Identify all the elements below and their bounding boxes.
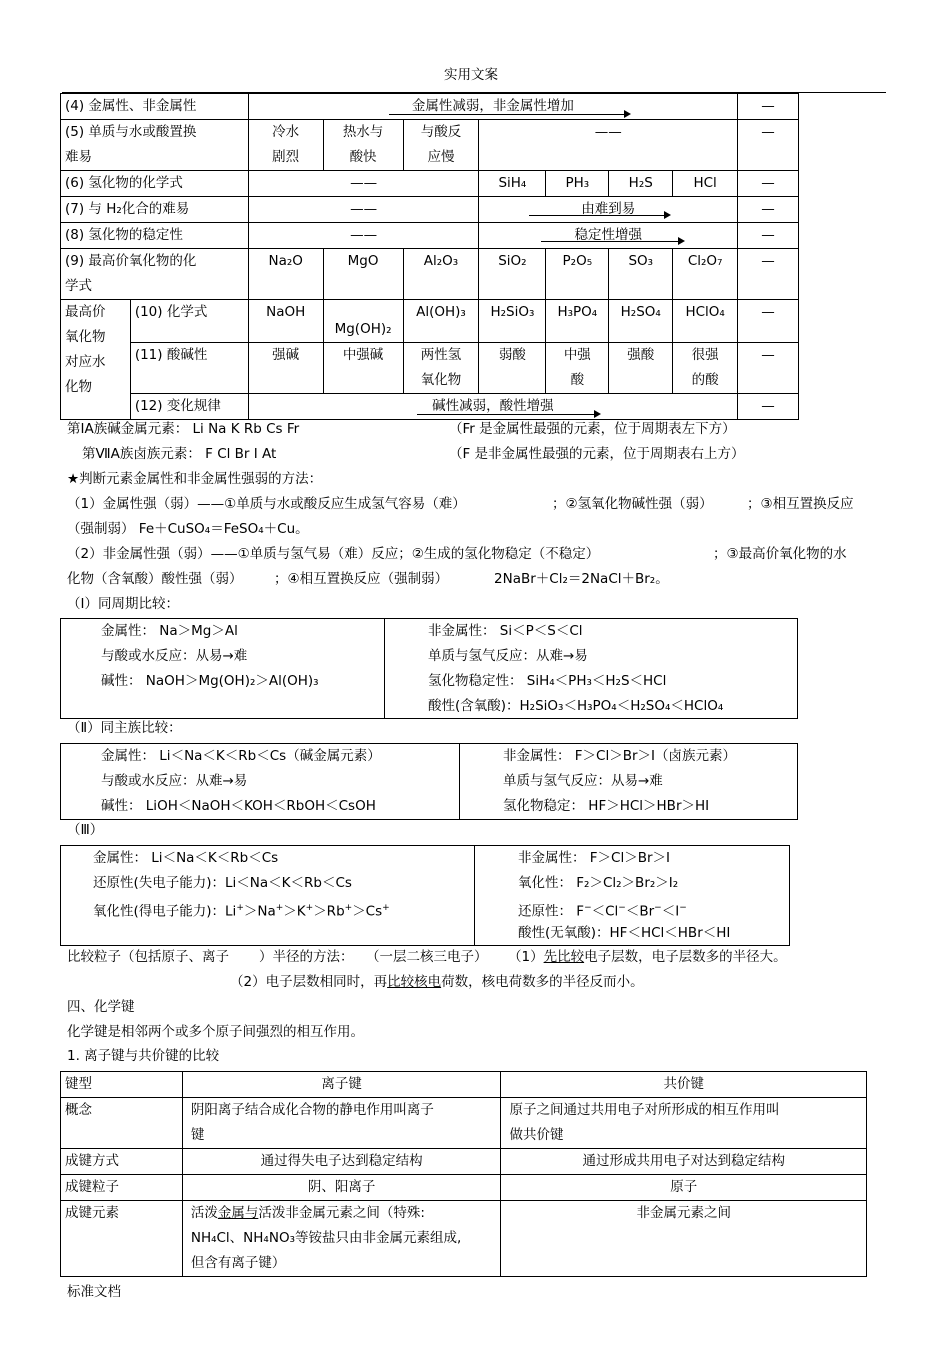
cell: Mg(OH)₂ bbox=[323, 300, 403, 343]
cell-line: 氧化物 bbox=[420, 372, 462, 388]
row-label: 成键元素 bbox=[61, 1201, 183, 1277]
cell-line: 冷水 bbox=[272, 124, 300, 140]
cell-line bbox=[191, 1201, 497, 1226]
table-row bbox=[61, 120, 799, 171]
hydrogen-reaction: 单质与氢气反应：从难→易 bbox=[428, 648, 588, 664]
group-line: 对应水 bbox=[65, 354, 106, 370]
cell-line: 很强 bbox=[691, 347, 719, 363]
cell: 通过得失电子达到稳定结构 bbox=[182, 1149, 501, 1175]
ion-reducing-power bbox=[518, 896, 730, 921]
row-label: (10) 化学式 bbox=[130, 300, 248, 343]
row-end: — bbox=[738, 343, 799, 394]
hydrogen-reaction: 单质与氢气反应：从易→难 bbox=[503, 773, 663, 789]
text-part: ＞K bbox=[283, 903, 306, 920]
charge: + bbox=[344, 903, 353, 913]
cell: 非金属元素之间 bbox=[501, 1201, 867, 1277]
group-line: 最高价 bbox=[65, 304, 106, 320]
radius-b: ）半径的方法： bbox=[259, 949, 354, 965]
trend-cell bbox=[479, 223, 738, 249]
nonmetal-trend: 非金属性： F＞Cl＞Br＞I bbox=[518, 850, 671, 866]
text-part: ＜Br bbox=[625, 903, 655, 920]
cell bbox=[546, 343, 609, 394]
cell: HCl bbox=[673, 171, 738, 197]
charge: − bbox=[584, 903, 592, 913]
base-strength: 碱性： LiOH＜NaOH＜KOH＜RbOH＜CsOH bbox=[101, 798, 376, 814]
method-1b: ；②氢氧化物碱性强（弱） bbox=[552, 496, 713, 512]
text-part: 还原性： F bbox=[518, 903, 585, 920]
cell: H₂S bbox=[609, 171, 673, 197]
method-1d: （强制弱） Fe＋CuSO₄＝FeSO₄＋Cu。 bbox=[67, 521, 309, 537]
method-2c: 化物（含氧酸）酸性强（弱） bbox=[67, 571, 243, 587]
trend-arrow-icon bbox=[541, 241, 679, 242]
charge: − bbox=[679, 903, 687, 913]
cell bbox=[323, 120, 403, 171]
row-label: 成键方式 bbox=[61, 1149, 183, 1175]
cell: NaOH bbox=[248, 300, 323, 343]
text-part: （2）电子层数相同时，再 bbox=[230, 974, 388, 990]
row-label: 成键粒子 bbox=[61, 1175, 183, 1201]
alkali-line: 第ⅠA族碱金属元素： Li Na K Rb Cs Fr bbox=[67, 421, 300, 437]
text-part: ＞Rb bbox=[313, 903, 345, 920]
metal-trend: 金属性： Na＞Mg＞Al bbox=[101, 623, 238, 639]
table-row bbox=[61, 343, 799, 394]
page-header: 实用文案 bbox=[444, 67, 498, 83]
text-part: （1） bbox=[508, 949, 544, 965]
row-end: — bbox=[738, 394, 799, 420]
trend-text: 碱性减弱，酸性增强 bbox=[432, 398, 554, 414]
metal-trend: 金属性： Li＜Na＜K＜Rb＜Cs（碱金属元素） bbox=[101, 748, 381, 764]
cell bbox=[403, 120, 479, 171]
text-part: ＞Na bbox=[243, 903, 276, 920]
cell: PH₃ bbox=[546, 171, 609, 197]
cell-line: 酸 bbox=[570, 372, 585, 388]
table-row bbox=[61, 1201, 867, 1277]
redox-compare-box bbox=[60, 845, 790, 946]
underlined-text: 金属与 bbox=[217, 1205, 259, 1221]
periodic-trend-table bbox=[60, 93, 799, 420]
charge: − bbox=[618, 903, 626, 913]
text-part: 氧化性(得电子能力)：Li bbox=[93, 903, 237, 920]
acid-strength: 酸性(无氧酸)：HF＜HCl＜HBr＜HI bbox=[518, 925, 731, 941]
charge: + bbox=[305, 903, 314, 913]
method-1c: ；③相互置换反应 bbox=[747, 496, 854, 512]
trend-text: 稳定性增强 bbox=[574, 227, 643, 243]
cell: H₃PO₄ bbox=[546, 300, 609, 343]
cell: 原子 bbox=[501, 1175, 867, 1201]
method-title: ★判断元素金属性和非金属性强弱的方法： bbox=[67, 471, 323, 487]
water-reaction: 与酸或水反应：从难→易 bbox=[101, 773, 248, 789]
text-part: 活泼非金属元素之间（特殊: bbox=[258, 1205, 425, 1221]
header-cell: 键型 bbox=[61, 1072, 183, 1098]
cell-line: 应慢 bbox=[427, 149, 455, 165]
oxidizing-power: 氧化性： F₂＞Cl₂＞Br₂＞I₂ bbox=[518, 875, 679, 891]
page-footer: 标准文档 bbox=[67, 1284, 121, 1300]
cell: SiH₄ bbox=[479, 171, 546, 197]
cell: 强碱 bbox=[248, 343, 323, 394]
row-label bbox=[61, 120, 249, 171]
halogen-line: 第ⅦA族卤族元素： F Cl Br I At bbox=[82, 446, 277, 462]
charge: + bbox=[382, 903, 390, 913]
cell bbox=[673, 343, 738, 394]
metal-trend: 金属性： Li＜Na＜K＜Rb＜Cs bbox=[93, 850, 279, 866]
cell: —— bbox=[248, 171, 479, 197]
cell: H₂SiO₃ bbox=[479, 300, 546, 343]
charge: + bbox=[236, 903, 244, 913]
hydride-stability: 氢化物稳定性： SiH₄＜PH₃＜H₂S＜HCl bbox=[428, 673, 667, 689]
section-period: （Ⅰ）同周期比较： bbox=[67, 596, 179, 612]
cell: Cl₂O₇ bbox=[673, 249, 738, 300]
radius-d bbox=[508, 949, 787, 967]
cell: Al(OH)₃ bbox=[403, 300, 479, 343]
cell: SO₃ bbox=[609, 249, 673, 300]
cell: —— bbox=[248, 197, 479, 223]
section-three: （Ⅲ） bbox=[67, 822, 104, 838]
header-cell: 离子键 bbox=[182, 1072, 501, 1098]
table-row bbox=[61, 1072, 867, 1098]
cell bbox=[248, 120, 323, 171]
label-line: 学式 bbox=[65, 278, 92, 294]
text-part: ＞Cs bbox=[352, 903, 383, 920]
cell bbox=[403, 343, 479, 394]
trend-text: 金属性减弱，非金属性增加 bbox=[411, 98, 574, 114]
section-chemical-bond: 四、化学键 bbox=[67, 999, 135, 1015]
section-group: （Ⅱ）同主族比较： bbox=[67, 720, 182, 736]
text-part: 电子层数，电子层数多的半径大。 bbox=[584, 949, 787, 965]
underlined-text: 比较核电 bbox=[387, 974, 442, 990]
cell: 阴、阳离子 bbox=[182, 1175, 501, 1201]
row-label: (6) 氢化物的化学式 bbox=[61, 171, 249, 197]
method-2d: ；④相互置换反应（强制弱） bbox=[274, 571, 449, 587]
trend-text: 由难到易 bbox=[581, 201, 636, 217]
cell-line: 做共价键 bbox=[509, 1127, 564, 1143]
row-end: — bbox=[738, 120, 799, 171]
cell: —— bbox=[248, 223, 479, 249]
table-row bbox=[61, 1175, 867, 1201]
cell-line: 剧烈 bbox=[272, 149, 300, 165]
cell: 强酸 bbox=[609, 343, 673, 394]
radius-e bbox=[230, 974, 644, 992]
bond-compare-table bbox=[60, 1071, 867, 1277]
cell-line: 原子之间通过共用电子对所形成的相互作用叫 bbox=[509, 1102, 780, 1118]
table-row bbox=[61, 223, 799, 249]
row-label bbox=[61, 249, 249, 300]
row-label: (7) 与 H₂化合的难易 bbox=[61, 197, 249, 223]
trend-cell bbox=[248, 94, 737, 120]
text-part: 活泼 bbox=[190, 1205, 218, 1221]
underlined-text: 先比较 bbox=[543, 949, 585, 965]
box-divider bbox=[459, 744, 460, 819]
cell: Na₂O bbox=[248, 249, 323, 300]
base-strength: 碱性： NaOH＞Mg(OH)₂＞Al(OH)₃ bbox=[101, 673, 319, 689]
cell-line: 的酸 bbox=[691, 372, 719, 388]
table-row bbox=[61, 94, 799, 120]
table-row bbox=[61, 1149, 867, 1175]
cell bbox=[182, 1098, 501, 1149]
charge: − bbox=[654, 903, 662, 913]
cell: HClO₄ bbox=[673, 300, 738, 343]
row-end: — bbox=[738, 94, 799, 120]
row-label: 概念 bbox=[61, 1098, 183, 1149]
nonmetal-trend: 非金属性： F＞Cl＞Br＞I（卤族元素） bbox=[503, 748, 737, 764]
row-label: (12) 变化规律 bbox=[130, 394, 248, 420]
radius-a: 比较粒子（包括原子、离子 bbox=[67, 949, 229, 965]
cell: SiO₂ bbox=[479, 249, 546, 300]
table-row bbox=[61, 171, 799, 197]
cell-line: 两性氢 bbox=[420, 347, 462, 363]
group-line: 氧化物 bbox=[65, 329, 106, 345]
water-reaction: 与酸或水反应：从易→难 bbox=[101, 648, 248, 664]
row-end: — bbox=[738, 197, 799, 223]
cell: Al₂O₃ bbox=[403, 249, 479, 300]
table-row bbox=[61, 249, 799, 300]
text-part: ＜Cl bbox=[591, 903, 619, 920]
cell-line: 热水与 bbox=[342, 124, 384, 140]
bond-compare-title: 1. 离子键与共价键的比较 bbox=[67, 1048, 220, 1064]
cell: 通过形成共用电子对达到稳定结构 bbox=[501, 1149, 867, 1175]
alkali-note: （Fr 是金属性最强的元素，位于周期表左下方） bbox=[449, 421, 736, 437]
method-2a: （2）非金属性强（弱）——①单质与氢气易（难）反应；②生成的氢化物稳定（不稳定） bbox=[67, 546, 600, 562]
reducing-power: 还原性(失电子能力)：Li＜Na＜K＜Rb＜Cs bbox=[93, 875, 352, 891]
label-line: (9) 最高价氧化物的化 bbox=[65, 253, 197, 269]
halogen-note: （F 是非金属性最强的元素，位于周期表右上方） bbox=[449, 446, 745, 462]
nonmetal-trend: 非金属性： Si＜P＜S＜Cl bbox=[428, 623, 583, 639]
row-end: — bbox=[738, 171, 799, 197]
cell: —— bbox=[479, 120, 738, 171]
table-row bbox=[61, 197, 799, 223]
cell: H₂SO₄ bbox=[609, 300, 673, 343]
group-compare-box bbox=[60, 743, 798, 820]
bond-definition: 化学键是相邻两个或多个原子间强烈的相互作用。 bbox=[67, 1024, 364, 1040]
cell bbox=[182, 1201, 501, 1277]
box-divider bbox=[384, 619, 385, 718]
cell-line: 与酸反 bbox=[420, 124, 462, 140]
row-label: (8) 氢化物的稳定性 bbox=[61, 223, 249, 249]
cell-line: 酸快 bbox=[349, 149, 377, 165]
row-end: — bbox=[738, 249, 799, 300]
trend-arrow-icon bbox=[417, 414, 595, 415]
text-part: ＜I bbox=[661, 903, 680, 920]
trend-cell bbox=[479, 197, 738, 223]
text-part: 荷数，核电荷数多的半径反而小。 bbox=[441, 974, 644, 990]
row-label: (4) 金属性、非金属性 bbox=[61, 94, 249, 120]
table-row bbox=[61, 394, 799, 420]
row-end: — bbox=[738, 300, 799, 343]
cell: MgO bbox=[323, 249, 403, 300]
method-2e: 2NaBr＋Cl₂＝2NaCl＋Br₂。 bbox=[494, 571, 669, 587]
trend-arrow-icon bbox=[529, 215, 665, 216]
cell-line: 中强 bbox=[563, 347, 591, 363]
group-line: 化物 bbox=[65, 379, 92, 395]
cell bbox=[501, 1098, 867, 1149]
charge: + bbox=[275, 903, 284, 913]
cell-line: NH₄Cl、NH₄NO₃等铵盐只由非金属元素组成, bbox=[190, 1230, 462, 1246]
group-label bbox=[61, 300, 131, 420]
method-2b: ；③最高价氧化物的水 bbox=[713, 546, 847, 562]
acid-strength: 酸性(含氧酸)：H₂SiO₃＜H₃PO₄＜H₂SO₄＜HClO₄ bbox=[428, 698, 724, 714]
row-end: — bbox=[738, 223, 799, 249]
cell: 弱酸 bbox=[479, 343, 546, 394]
cell-line: 但含有离子键） bbox=[190, 1255, 286, 1271]
table-row bbox=[61, 1098, 867, 1149]
trend-cell bbox=[248, 394, 737, 420]
period-compare-box bbox=[60, 618, 798, 719]
row-label: (11) 酸碱性 bbox=[130, 343, 248, 394]
cell-line: 阴阳离子结合成化合物的静电作用叫离子 bbox=[190, 1102, 434, 1118]
cell: P₂O₅ bbox=[546, 249, 609, 300]
label-line: 难易 bbox=[65, 149, 92, 165]
box-divider bbox=[474, 846, 475, 945]
trend-arrow-icon bbox=[389, 114, 625, 115]
label-line: (5) 单质与水或酸置换 bbox=[65, 124, 197, 140]
ion-oxidizing-power bbox=[93, 896, 390, 921]
table-row bbox=[61, 300, 799, 343]
cell: 中强碱 bbox=[323, 343, 403, 394]
hydride-stability: 氢化物稳定： HF＞HCl＞HBr＞HI bbox=[503, 798, 710, 814]
header-cell: 共价键 bbox=[501, 1072, 867, 1098]
cell-line: 键 bbox=[190, 1127, 205, 1143]
method-1a: （1）金属性强（弱）——①单质与水或酸反应生成氢气容易（难） bbox=[67, 496, 466, 512]
radius-c: （一层二核三电子） bbox=[366, 949, 488, 965]
